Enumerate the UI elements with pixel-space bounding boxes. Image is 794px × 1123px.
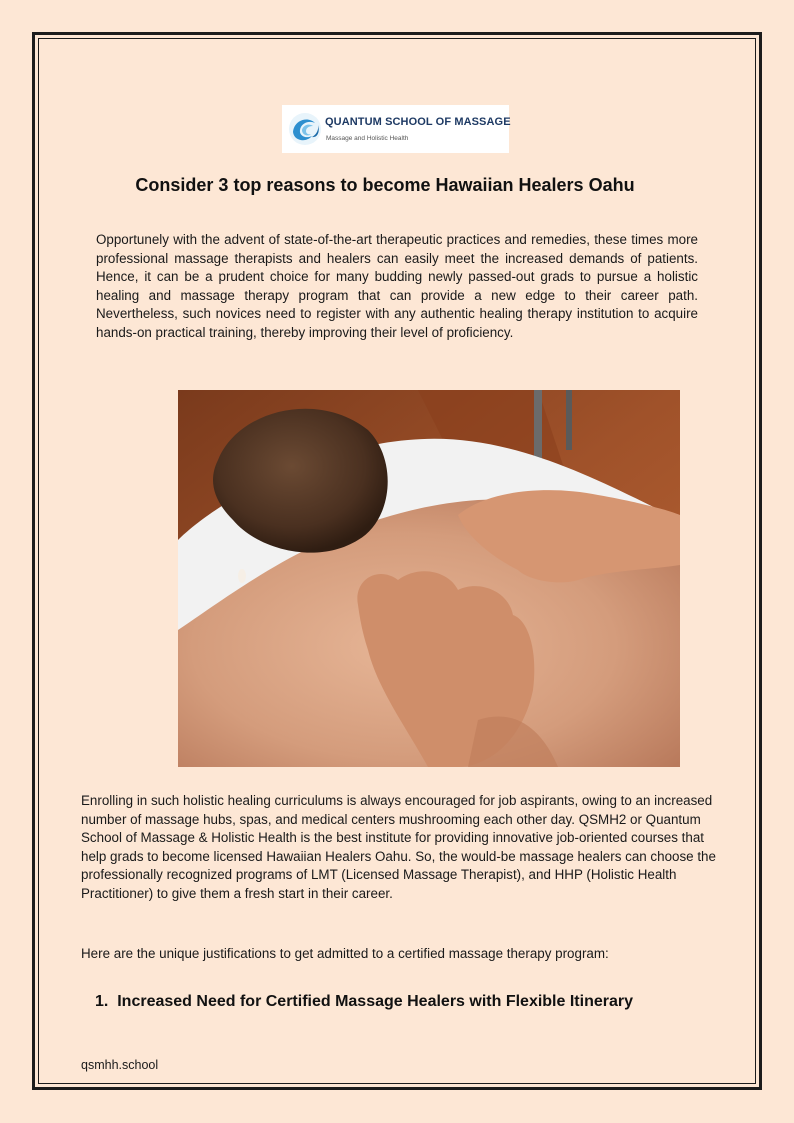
logo-name: QUANTUM SCHOOL OF MASSAGE [325, 116, 511, 128]
intro-paragraph: Opportunely with the advent of state-of-the-art therapeutic practices and remedies, these times more professional massage therapists and healers can easily meet the increased demands of patients. Hence, it can be a prudent choice for many budding newly passed-out grads to pursue a holistic healing and massage therapy program that can provide a new edge to their career path. Nevertheless, such novices need to register with any authentic healing therapy institution to acquire hands-on practical training, thereby improving their level of proficiency. [96, 232, 698, 340]
wave-swirl-icon [288, 112, 322, 146]
massage-photo [178, 390, 680, 767]
enrollment-paragraph: Enrolling in such holistic healing curriculums is always encouraged for job aspirants, owing to an increased number of massage hubs, spas, and medical centers mushrooming each other day. QSMH2 or Quantum School of Massage & Holistic Health is the best institute for providing innovative job-oriented courses that help grads to become licensed Hawaiian Healers Oahu. So, the would-be massage healers can choose the professionally recognized programs of LMT (Licensed Massage Therapist), and HHP (Holistic Health Practitioner) to give them a fresh start in their career. [81, 793, 716, 901]
footer-url: qsmhh.school [81, 1058, 159, 1072]
justifications-intro: Here are the unique justifications to get admitted to a certified massage therapy program: [81, 946, 609, 961]
section-heading-1 [95, 993, 633, 1011]
school-logo [282, 105, 509, 153]
section-title: Increased Need for Certified Massage Healers with Flexible Itinerary [117, 993, 633, 1010]
page-title: Consider 3 top reasons to become Hawaiian Healers Oahu [135, 175, 635, 195]
logo-tagline: Massage and Holistic Health [326, 135, 409, 142]
section-number: 1. [95, 993, 109, 1010]
